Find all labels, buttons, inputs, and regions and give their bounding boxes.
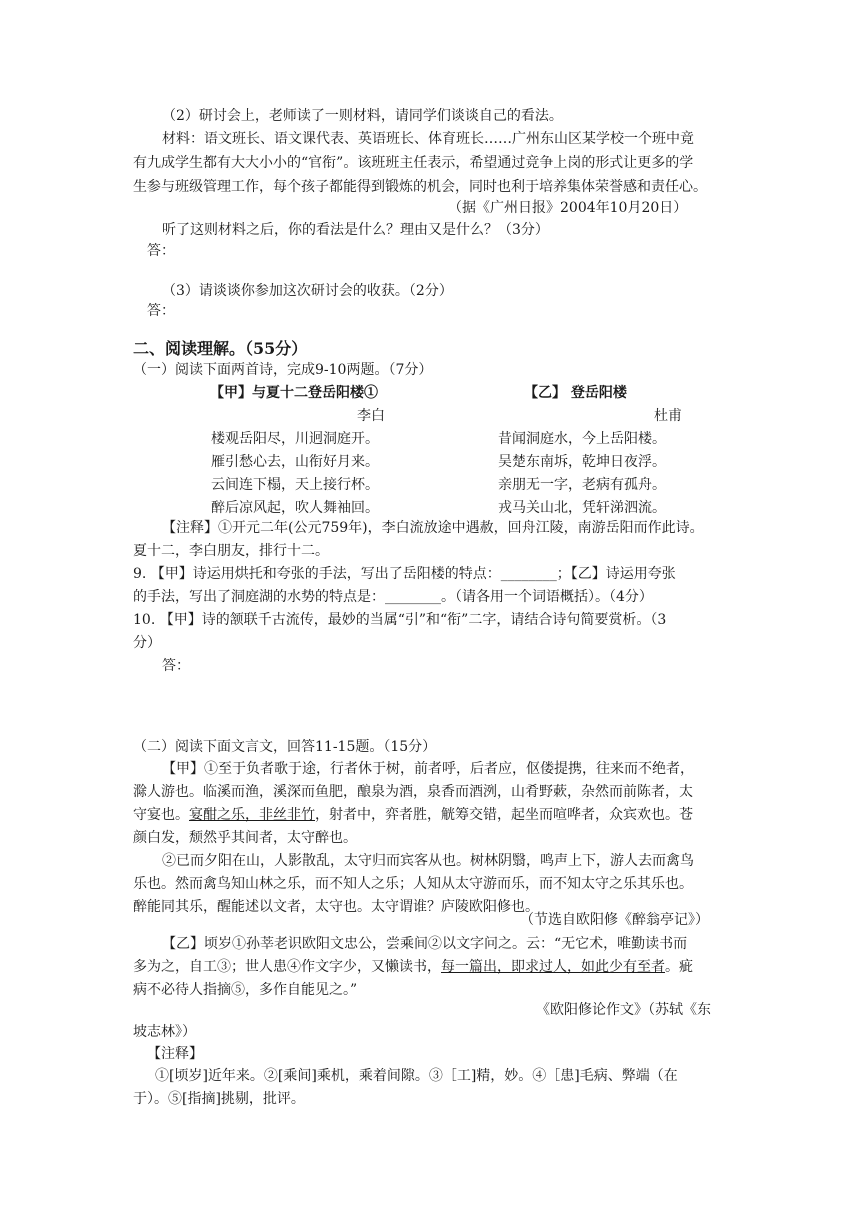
text-b-line: 病不必待人指摘⑤，多作自能见之。”: [133, 982, 358, 998]
q10-answer-label: 答：: [162, 658, 190, 674]
poem-b-line: 昔闻洞庭水，今上岳阳楼。: [498, 431, 666, 447]
text-a-line: 乐也。然而禽鸟知山林之乐，而不知人之乐；人知从太守游而乐，而不知太守之乐其乐也。: [133, 876, 693, 892]
text-b-source: 坡志林》）: [133, 1024, 196, 1040]
text-b-segment: 。疵: [665, 959, 693, 975]
text-a-line: 滁人游也。临溪而渔，溪深而鱼肥，酿泉为酒，泉香而酒洌，山肴野蔌，杂然而前陈者，太: [133, 784, 693, 800]
poem-a-line: 雁引愁心去，山衔好月来。: [211, 454, 379, 470]
q10-line: 分）: [133, 635, 161, 651]
q3-answer-label: 答：: [147, 303, 175, 319]
q9-line: 的手法，写出了洞庭湖的水势的特点是：________。（请各用一个词语概括）。（4分）: [133, 589, 653, 605]
q2-source: （据《广州日报》2004年10月20日）: [448, 200, 688, 216]
note-title: 【注释】: [147, 1046, 203, 1062]
poem-a-line: 醉后凉风起，吹人舞袖回。: [211, 500, 379, 516]
poem-note-line: 夏十二，李白朋友，排行十二。: [133, 543, 329, 559]
underlined-phrase: 宴酣之乐，非丝非竹: [189, 807, 315, 823]
poem-b-line: 亲朋无一字，老病有孤舟。: [498, 477, 666, 493]
poem-a-line: 云间连下榻，天上接行杯。: [211, 477, 379, 493]
text-b-source: 《欧阳修论作文》（苏轼《东: [536, 1002, 711, 1018]
poem-a-author: 李白: [357, 408, 385, 424]
poem-b-line: 戎马关山北，凭轩涕泗流。: [498, 500, 666, 516]
q2-question: 听了这则材料之后，你的看法是什么？理由又是什么？（3分）: [162, 222, 549, 238]
poem-b-line: 吴楚东南坼，乾坤日夜浮。: [498, 454, 666, 470]
text-a-segment: ，射者中，弈者胜，觥筹交错，起坐而喧哗者，众宾欢也。苍: [315, 807, 693, 823]
q9-line: 9. 【甲】诗运用烘托和夸张的手法，写出了岳阳楼的特点：________；【乙】诗运用夸张: [133, 566, 676, 582]
poem-a-title: 【甲】与夏十二登岳阳楼①: [210, 385, 378, 401]
q2-intro: （2）研讨会上，老师读了一则材料，请同学们谈谈自己的看法。: [162, 108, 563, 124]
poem-a-line: 楼观岳阳尽，川迥洞庭开。: [211, 431, 379, 447]
q2-material-line: 材料：语文班长、语文课代表、英语班长、体育班长……广州东山区某学校一个班中竟: [162, 131, 694, 147]
poem-b-title: 【乙】 登岳阳楼: [524, 385, 627, 401]
poem-b-author: 杜甫: [654, 408, 682, 424]
text-a-segment: 守宴也。: [133, 807, 189, 823]
q2-answer-label: 答：: [147, 243, 175, 259]
text-a-line: 醉能同其乐，醒能述以文者，太守也。太守谓谁？庐陵欧阳修也。: [133, 899, 539, 915]
part1-intro: （一）阅读下面两首诗，完成9-10两题。（7分）: [133, 362, 433, 378]
note-line: 于）。⑤[指摘]挑剔，批评。: [133, 1091, 305, 1107]
text-b-line: [133, 957, 693, 977]
note-line: ①[顷岁]近年来。②[乘间]乘机，乘着间隙。③［工]精，妙。④［患]毛病、弊端（在: [155, 1068, 678, 1084]
text-a-line: 颜白发，颓然乎其间者，太守醉也。: [133, 830, 357, 846]
text-a-line: ②已而夕阳在山，人影散乱，太守归而宾客从也。树林阴翳，鸣声上下，游人去而禽鸟: [162, 853, 694, 869]
text-b-segment: 多为之，自工③；世人患④作文字少，又懒读书，: [133, 959, 441, 975]
section-title: 二、阅读理解。（55分）: [133, 339, 308, 358]
q3-question: （3）请谈谈你参加这次研讨会的收获。（2分）: [162, 283, 453, 299]
text-a-line: [133, 805, 693, 825]
q2-material-line: 生参与班级管理工作，每个孩子都能得到锻炼的机会，同时也利于培养集体荣誉感和责任心。: [133, 179, 707, 195]
text-b-line: 【乙】顷岁①孙莘老识欧阳文忠公，尝乘间②以文字问之。云：“无它术，唯勤读书而: [162, 936, 688, 952]
text-a-source: （节选自欧阳修《醉翁亭记》）: [520, 912, 709, 928]
part2-intro: （二）阅读下面文言文，回答11-15题。（15分）: [133, 739, 437, 755]
poem-note-line: 【注释】①开元二年(公元759年)，李白流放途中遇赦，回舟江陵，南游岳阳而作此诗。: [162, 520, 704, 536]
q2-material-line: 有九成学生都有大大小小的“官衔”。该班班主任表示，希望通过竞争上岗的形式让更多的学: [133, 155, 694, 171]
q10-line: 10. 【甲】诗的颔联千古流传，最妙的当属“引”和“衔”二字，请结合诗句简要赏析。（3: [133, 612, 667, 628]
underlined-phrase: 每一篇出，即求过人，如此少有至者: [441, 959, 665, 975]
text-a-line: 【甲】①至于负者歌于途，行者休于树，前者呼，后者应，伛偻提携，往来而不绝者，: [162, 761, 694, 777]
